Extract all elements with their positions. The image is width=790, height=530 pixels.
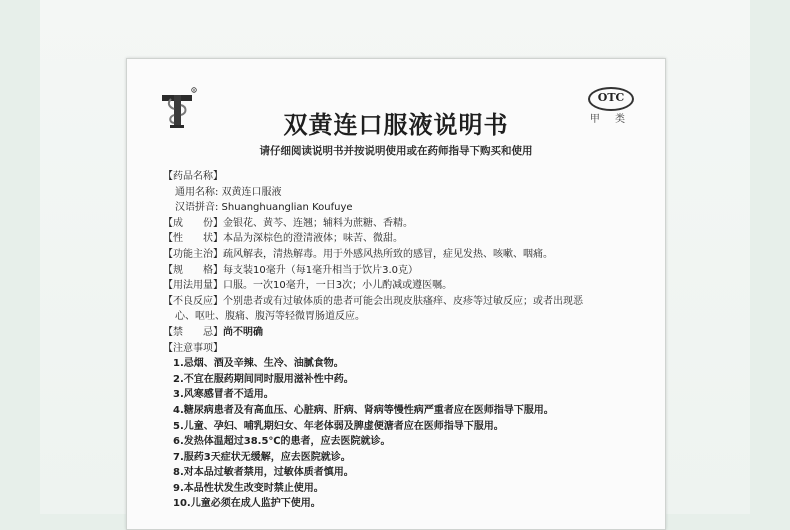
- field-label: 【不良反应】: [163, 295, 223, 307]
- leaflet-body: [163, 169, 643, 512]
- field-value: 个别患者或有过敏体质的患者可能会出现皮肤瘙痒、皮疹等过敏反应；或者出现恶: [223, 295, 583, 307]
- field-ingredients: [163, 216, 643, 232]
- field-contraindications: [163, 325, 643, 341]
- pinyin-name: 汉语拼音: Shuanghuanglian Koufuye: [175, 202, 353, 214]
- page-title: 双黄连口服液说明书: [283, 111, 509, 139]
- field-value: 每支装10毫升（每1毫升相当于饮片3.0克）: [223, 264, 418, 276]
- otc-class-label: 甲 类: [589, 114, 631, 125]
- adverse-reactions-continued: 心、呕吐、腹痛、腹泻等轻微胃肠道反应。: [175, 311, 365, 323]
- reading-instruction: 请仔细阅读说明书并按说明使用或在药师指导下购买和使用: [259, 145, 533, 157]
- field-indications: [163, 247, 643, 263]
- precaution-item: 9.本品性状发生改变时禁止使用。: [173, 482, 324, 494]
- field-value: 尚不明确: [223, 326, 263, 338]
- field-appearance: [163, 231, 643, 247]
- otc-badge: OTC: [588, 87, 634, 111]
- field-specification: [163, 263, 643, 279]
- precaution-item: 2.不宜在服药期间同时服用滋补性中药。: [173, 373, 354, 385]
- field-label: 【规 格】: [163, 264, 223, 276]
- precaution-item: 6.发热体温超过38.5℃的患者，应去医院就诊。: [173, 436, 391, 448]
- field-label: 【功能主治】: [163, 248, 223, 260]
- instruction-leaflet: [126, 58, 666, 530]
- field-adverse-reactions: [163, 294, 643, 310]
- field-dosage: [163, 278, 643, 294]
- field-value: 口服。一次10毫升，一日3次；小儿酌减或遵医嘱。: [223, 280, 453, 292]
- field-value: 金银花、黄芩、连翘；辅料为蔗糖、香精。: [223, 217, 413, 229]
- svg-text:R: R: [192, 88, 196, 93]
- precaution-item: 1.忌烟、酒及辛辣、生冷、油腻食物。: [173, 358, 344, 370]
- section-drug-name: 【药品名称】: [163, 171, 223, 182]
- precaution-item: 4.糖尿病患者及有高血压、心脏病、肝病、肾病等慢性病严重者应在医师指导下服用。: [173, 404, 554, 416]
- precaution-item: 10.儿童必须在成人监护下使用。: [173, 498, 321, 510]
- field-value: 本品为深棕色的澄清液体；味苦、微甜。: [223, 233, 403, 245]
- precaution-item: 5.儿童、孕妇、哺乳期妇女、年老体弱及脾虚便溏者应在医师指导下服用。: [173, 420, 504, 432]
- field-value: 疏风解表，清热解毒。用于外感风热所致的感冒，症见发热、咳嗽、咽痛。: [223, 248, 553, 260]
- section-precautions: 【注意事项】: [163, 342, 223, 354]
- precaution-item: 8.对本品过敏者禁用，过敏体质者慎用。: [173, 467, 354, 479]
- field-label: 【用法用量】: [163, 280, 223, 292]
- common-name: 通用名称: 双黄连口服液: [175, 186, 282, 198]
- field-label: 【性 状】: [163, 233, 223, 245]
- precaution-item: 3.风寒感冒者不适用。: [173, 389, 274, 401]
- field-label: 【禁 忌】: [163, 326, 223, 338]
- precaution-item: 7.服药3天症状无缓解，应去医院就诊。: [173, 451, 351, 463]
- field-label: 【成 份】: [163, 217, 223, 229]
